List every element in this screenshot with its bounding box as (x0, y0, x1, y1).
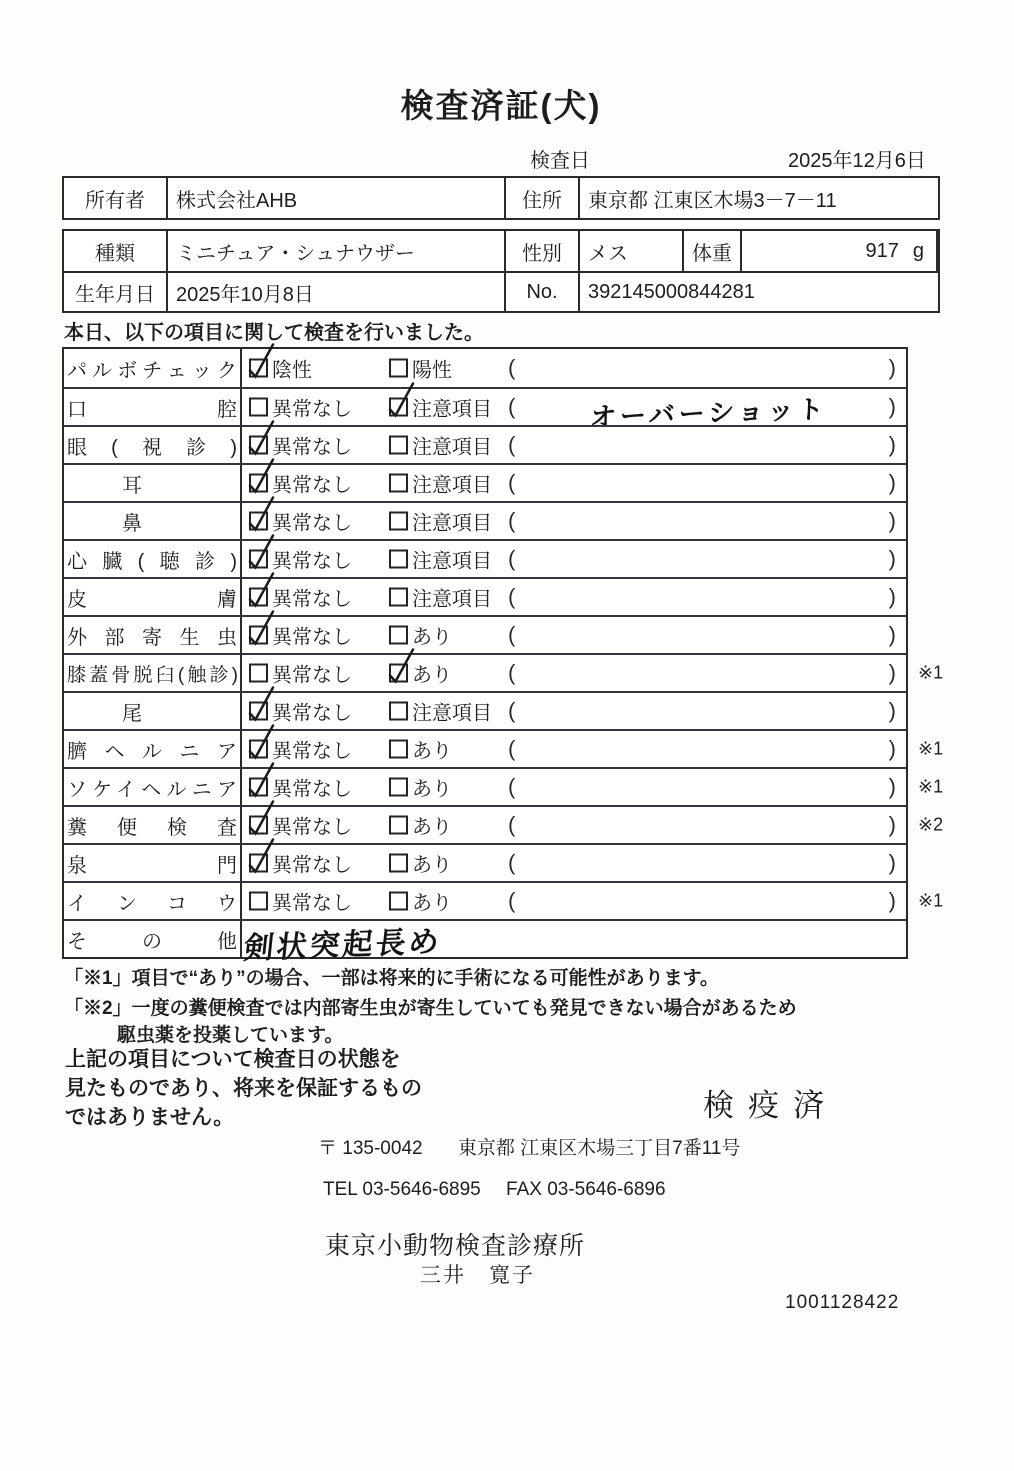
checkbox-icon (389, 778, 408, 797)
paren-close: ) (888, 546, 896, 571)
inspection-date-value: 2025年12月6日 (788, 150, 926, 172)
no-value: 392145000844281 (580, 271, 938, 311)
option-2 (389, 735, 452, 764)
row-content (242, 617, 906, 653)
checkbox-icon (249, 702, 268, 721)
clinic-phone-line (323, 1179, 666, 1201)
handwritten-other: 剣状突起長め (241, 925, 444, 966)
option-1 (249, 354, 312, 383)
checkbox-icon (249, 816, 268, 835)
statement-text: 本日、以下の項目に関して検査を行いました。 (64, 322, 484, 344)
check-mark-icon (246, 341, 276, 381)
row-label: ソケイヘルニア (67, 778, 237, 801)
checkbox-icon (249, 854, 268, 873)
option-2-label: あり (412, 740, 452, 763)
clinic-address: 東京都 江東区木場三丁目7番11号 (457, 1138, 741, 1159)
row-content (242, 503, 906, 539)
option-2 (389, 431, 492, 460)
paren-open: ( (508, 698, 516, 723)
option-2-label: 注意項目 (412, 398, 492, 421)
row-label: インコウ (67, 892, 237, 915)
check-mark-icon (246, 456, 276, 496)
breed-label: 種類 (64, 231, 168, 271)
option-2 (389, 469, 492, 498)
option-1 (249, 621, 352, 650)
checkbox-icon (389, 892, 408, 911)
paren-open: ( (508, 394, 516, 419)
address-value: 東京都 江東区木場3－7－11 (588, 189, 837, 212)
table-row (64, 349, 906, 387)
checkbox-icon (249, 512, 268, 531)
paren-open: ( (508, 355, 516, 380)
checkbox-icon (389, 588, 408, 607)
footnote-2-continued: 駆虫薬を投薬しています。 (117, 1025, 344, 1046)
row-label: 耳 (122, 474, 142, 497)
option-2-label: 注意項目 (412, 550, 492, 573)
serial-number: 1001128422 (785, 1292, 900, 1313)
check-mark-icon (246, 494, 276, 534)
disclaimer-text: 上記の項目について検査日の状態を 見たものであり、将来を保証するもの ではありません。 (65, 1048, 422, 1129)
row-content (242, 541, 906, 577)
footnote-2: 「※2」一度の糞便検査では内部寄生虫が寄生していても発見できない場合があるため (64, 998, 797, 1019)
row-content (242, 389, 906, 433)
row-label-cell (64, 427, 242, 463)
table-row (64, 691, 906, 729)
row-content (242, 769, 944, 805)
paren-open: ( (508, 470, 516, 495)
owner-table (62, 176, 940, 220)
sex-label: 性別 (506, 231, 580, 271)
inspection-date-row (0, 144, 1014, 172)
option-2-label: 注意項目 (412, 512, 492, 535)
row-label: 皮膚 (67, 588, 237, 611)
paren-close: ) (888, 622, 896, 647)
paren-close: ) (888, 812, 896, 837)
row-content (242, 465, 906, 501)
option-2-label: あり (412, 664, 452, 687)
check-mark-icon (246, 532, 276, 572)
option-2 (389, 773, 452, 802)
option-1-label: 異常なし (272, 512, 352, 535)
row-content (242, 427, 906, 463)
row-content (241, 921, 906, 966)
checkbox-icon (249, 740, 268, 759)
veterinarian-name: 三井 寛子 (420, 1264, 535, 1287)
checkbox-icon (389, 359, 408, 378)
option-1-label: 異常なし (272, 702, 352, 725)
option-1-label: 異常なし (272, 626, 352, 649)
paren-open: ( (508, 584, 516, 609)
paren-close: ) (888, 355, 896, 380)
weight-label: 体重 (684, 231, 742, 271)
table-row (64, 501, 906, 539)
check-mark-icon (246, 608, 276, 648)
checkbox-icon (389, 512, 408, 531)
row-label-cell (64, 807, 242, 843)
checkbox-icon (249, 664, 268, 683)
reference-mark: ※1 (918, 738, 944, 759)
option-2-label: 注意項目 (412, 588, 492, 611)
sex-value: メス (580, 231, 684, 271)
option-1-label: 異常なし (272, 778, 352, 801)
paren-close: ) (888, 736, 896, 761)
row-label-cell (64, 769, 242, 805)
option-2 (389, 583, 492, 612)
postal-code: 〒 135-0042 (318, 1138, 423, 1159)
address-label: 住所 (506, 178, 580, 218)
option-2-label: あり (412, 626, 452, 649)
reference-mark: ※2 (918, 814, 944, 835)
reference-mark: ※1 (918, 662, 944, 683)
paren-open: ( (508, 660, 516, 685)
option-1-label: 異常なし (272, 588, 352, 611)
paren-open: ( (508, 774, 516, 799)
inspection-table (62, 347, 944, 966)
option-2 (389, 507, 492, 536)
table-row (64, 577, 906, 615)
row-content (242, 883, 944, 919)
row-label-cell (64, 389, 242, 425)
check-mark-icon (246, 722, 276, 762)
row-label: 眼(視診) (67, 436, 237, 459)
checkbox-icon (249, 588, 268, 607)
owner-value: 株式会社AHB (168, 178, 506, 218)
table-row (64, 463, 906, 501)
checkbox-icon (249, 359, 268, 378)
option-2 (389, 849, 452, 878)
weight-unit: g (912, 239, 924, 262)
paren-close: ) (888, 774, 896, 799)
option-2-label: あり (412, 778, 452, 801)
inspection-date-label: 検査日 (530, 150, 590, 172)
row-label: 泉門 (67, 854, 237, 877)
reference-mark: ※1 (918, 890, 944, 911)
row-content (242, 579, 906, 615)
table-row (64, 653, 944, 691)
row-label: 口腔 (67, 398, 237, 421)
option-1-label: 異常なし (272, 398, 352, 421)
option-1 (249, 849, 352, 878)
row-label: 尾 (122, 702, 142, 725)
row-content (242, 349, 906, 387)
paren-close: ) (888, 432, 896, 457)
row-label: 外部寄生虫 (67, 626, 237, 649)
check-mark-icon (386, 380, 416, 420)
row-label: 心臓(聴診) (67, 550, 237, 573)
paren-open: ( (508, 850, 516, 875)
option-1-label: 異常なし (272, 664, 352, 687)
paren-open: ( (508, 812, 516, 837)
option-1-label: 異常なし (272, 816, 352, 839)
check-mark-icon (246, 418, 276, 458)
paren-close: ) (888, 660, 896, 685)
table-row (64, 615, 906, 653)
checkbox-icon (249, 626, 268, 645)
paren-open: ( (508, 622, 516, 647)
paren-open: ( (508, 432, 516, 457)
row-content (242, 731, 944, 767)
check-mark-icon (246, 570, 276, 610)
paren-open: ( (508, 888, 516, 913)
check-mark-icon (246, 684, 276, 724)
option-2-label: あり (412, 816, 452, 839)
row-label-cell (64, 921, 242, 957)
check-mark-icon (246, 760, 276, 800)
row-label-cell (64, 731, 242, 767)
checkbox-icon (249, 474, 268, 493)
handwritten-remark: オーバーショット (589, 393, 829, 433)
check-mark-icon (246, 798, 276, 838)
checkbox-icon (389, 626, 408, 645)
option-2 (389, 811, 452, 840)
checkbox-icon (249, 398, 268, 417)
row-label-cell (64, 465, 242, 501)
table-row (64, 539, 906, 577)
row-label-cell (64, 693, 242, 729)
option-2-label: 注意項目 (412, 436, 492, 459)
row-label-cell (64, 579, 242, 615)
table-row (64, 729, 944, 767)
option-2-label: 注意項目 (412, 474, 492, 497)
weight-value (742, 231, 938, 271)
row-label-cell (64, 541, 242, 577)
option-1-label: 異常なし (272, 854, 352, 877)
paren-open: ( (508, 508, 516, 533)
paren-close: ) (888, 470, 896, 495)
checkbox-icon (389, 702, 408, 721)
option-1-label: 異常なし (272, 474, 352, 497)
option-2 (389, 887, 452, 916)
option-1 (249, 887, 352, 916)
option-1-label: 異常なし (272, 740, 352, 763)
paren-close: ) (888, 888, 896, 913)
row-content (242, 807, 944, 843)
check-mark-icon (386, 646, 416, 686)
birth-value: 2025年10月8日 (168, 271, 506, 311)
table-row (64, 843, 906, 881)
row-label-cell (64, 617, 242, 653)
row-label-cell (64, 655, 242, 691)
paren-close: ) (888, 698, 896, 723)
checkbox-icon (389, 398, 408, 417)
option-1-label: 異常なし (272, 892, 352, 915)
row-label: パルボチェック (67, 359, 237, 382)
option-1-label: 異常なし (272, 550, 352, 573)
table-row (64, 425, 906, 463)
row-label-cell (64, 349, 242, 387)
option-2-label: 注意項目 (412, 702, 492, 725)
checkbox-icon (249, 778, 268, 797)
row-label-cell (64, 845, 242, 881)
fax-number: FAX 03-5646-6896 (506, 1179, 666, 1200)
breed-value: ミニチュア・シュナウザー (168, 231, 506, 271)
checkbox-icon (249, 436, 268, 455)
clinic-address-line (318, 1133, 740, 1160)
checkbox-icon (389, 474, 408, 493)
paren-open: ( (508, 546, 516, 571)
paren-close: ) (888, 508, 896, 533)
footnote-1: 「※1」項目で“あり”の場合、一部は将来的に手術になる可能性があります。 (64, 968, 720, 989)
birth-label: 生年月日 (64, 271, 168, 311)
option-2-label: あり (412, 854, 452, 877)
reference-mark: ※1 (918, 776, 944, 797)
clinic-name: 東京小動物検査診療所 (325, 1232, 586, 1260)
paren-close: ) (888, 584, 896, 609)
checkbox-icon (389, 740, 408, 759)
row-label-cell (64, 883, 242, 919)
quarantine-stamp: 検疫済 (703, 1088, 838, 1123)
table-row (64, 881, 944, 919)
table-row (64, 805, 944, 843)
no-label: No. (506, 271, 580, 311)
checkbox-icon (389, 436, 408, 455)
paren-open: ( (508, 736, 516, 761)
checkbox-icon (249, 550, 268, 569)
table-row (64, 767, 944, 805)
row-content (242, 693, 906, 729)
row-label: その他 (67, 930, 237, 953)
paren-close: ) (888, 850, 896, 875)
option-2 (389, 697, 492, 726)
option-2 (389, 354, 452, 383)
option-1-label: 陰性 (272, 359, 312, 382)
option-1-label: 異常なし (272, 436, 352, 459)
checkbox-icon (389, 664, 408, 683)
option-2 (389, 545, 492, 574)
check-mark-icon (246, 836, 276, 876)
tel-number: TEL 03-5646-6895 (323, 1179, 481, 1200)
row-content (242, 655, 944, 691)
weight-number: 917 (865, 239, 899, 262)
owner-label: 所有者 (64, 178, 168, 218)
row-label-cell (64, 503, 242, 539)
row-content (242, 845, 906, 881)
page-title: 検査済証(犬) (400, 87, 602, 124)
row-label: 臍ヘルニア (67, 740, 237, 763)
table-row (64, 387, 906, 433)
option-2 (389, 393, 492, 422)
paren-close: ) (888, 394, 896, 419)
row-label: 鼻 (122, 512, 142, 535)
checkbox-icon (389, 816, 408, 835)
checkbox-icon (389, 854, 408, 873)
row-label: 糞便検査 (67, 816, 237, 839)
row-label: 膝蓋骨脱臼(触診) (67, 664, 237, 686)
option-2-label: あり (412, 892, 452, 915)
option-2-label: 陽性 (412, 359, 452, 382)
animal-table (62, 229, 940, 313)
option-2 (389, 659, 452, 688)
checkbox-icon (249, 892, 268, 911)
checkbox-icon (389, 550, 408, 569)
table-row (64, 919, 906, 966)
